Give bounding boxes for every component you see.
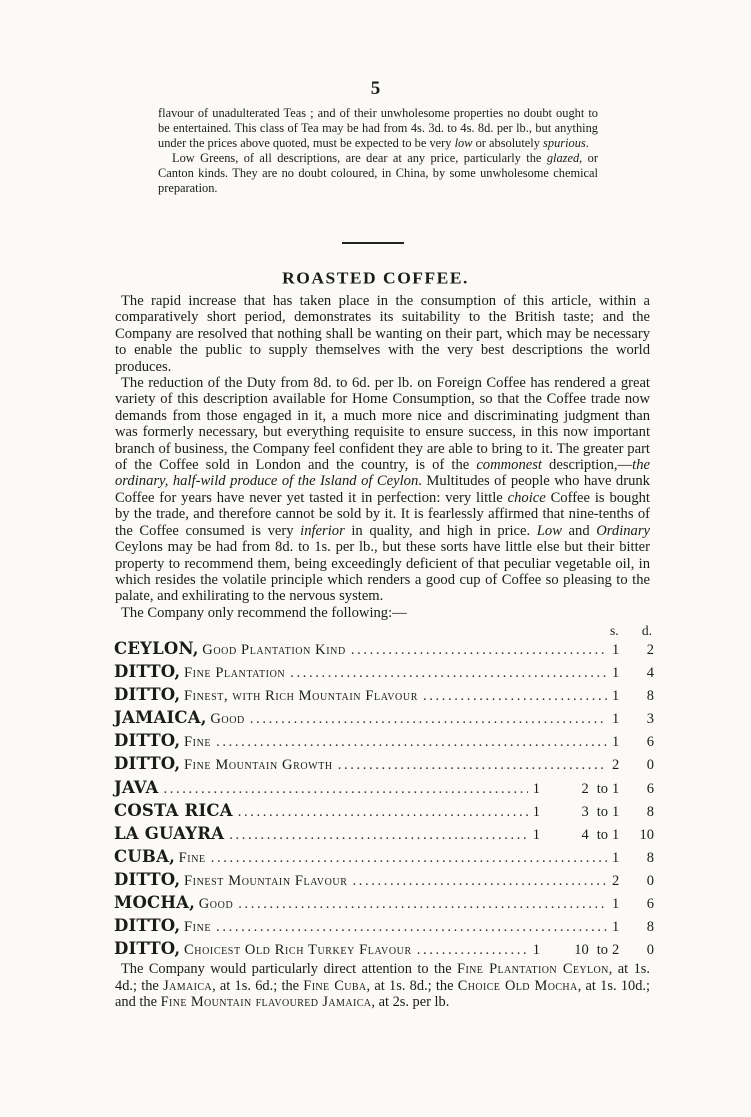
price-shillings: 1 [612, 849, 620, 866]
coffee-name: JAMAICA, [114, 708, 207, 728]
price-row [114, 939, 654, 962]
price-pence: 6 [646, 780, 654, 797]
price-shillings: 1 [612, 919, 620, 936]
price-shillings: 1 [612, 711, 620, 728]
price-row [114, 731, 654, 754]
section-divider [342, 242, 404, 244]
dot-leader [238, 896, 607, 913]
price-pence: 4 [646, 665, 654, 682]
page-number: 5 [370, 78, 381, 99]
body-paragraph: The reduction of the Duty from 8d. to 6d. per lb. on Foreign Coffee has rendered a great variety of this description available for Home Consumption, so that the Coffee trade now demands from those engaged in it, a much more nice and discriminating judgment than was formerly necessary, but everything requisite to ensure success, in this now important branch of business, the Company feel confident they are able to bring to it. The greater part of the Coffee sold in London and the country, is of the commonest description,—the ordinary, half-wild produce of the Island of Ceylon. Multitudes of people who have drunk Coffee for years have never yet tasted it in perfection: very little choice Coffee is bought by the trade, and therefore cannot be sold by it. It is fearlessly affirmed that nine-tenths of the Coffee consumed is very inferior in quality, and high in price. Low and Ordinary Ceylons may be had from 8d. to 1s. per lb., but these sorts have little else but their bitter property to recommend them, being exceedingly deficient of that peculiar vegetable oil, in which resides the volatile principle which renders a good cup of Coffee so pleasing to the palate, and exhilirating to the nervous system. [115, 375, 651, 605]
coffee-description: Fine [183, 919, 212, 936]
price-row [114, 916, 654, 939]
coffee-description: Choicest Old Rich Turkey Flavour [183, 942, 412, 959]
body-paragraph: The Company only recommend the following:— [121, 604, 407, 621]
dot-leader [250, 711, 607, 728]
shillings-header: s. [610, 623, 619, 638]
price-from [533, 804, 589, 821]
price-from [533, 942, 589, 959]
price-from [533, 827, 589, 844]
price-row [114, 662, 654, 685]
coffee-name: JAVA [114, 777, 159, 797]
price-row [114, 708, 654, 731]
coffee-name: DITTO, [114, 731, 181, 751]
dot-leader [417, 942, 528, 959]
price-pence: 0 [646, 872, 654, 889]
price-value [612, 942, 654, 959]
intro-text [158, 106, 598, 196]
coffee-description: Good [198, 896, 234, 913]
price-pence: 6 [646, 734, 654, 751]
coffee-name: DITTO, [114, 939, 181, 959]
price-shillings: 1 [612, 803, 620, 820]
coffee-name: DITTO, [114, 754, 181, 774]
coffee-name: COSTA RICA [114, 800, 233, 820]
price-from-shillings: 1 [532, 826, 540, 843]
section-heading: ROASTED COFFEE. [282, 268, 469, 288]
price-value [612, 734, 654, 751]
price-value [612, 757, 654, 774]
price-value [612, 919, 654, 936]
price-value [612, 688, 654, 705]
coffee-name: CEYLON, [114, 639, 199, 658]
coffee-description: Fine [178, 849, 206, 866]
price-shillings: 2 [612, 757, 620, 774]
dot-leader [338, 757, 607, 774]
price-range-to: to [596, 942, 608, 959]
coffee-description: Good [210, 711, 245, 728]
dot-leader [351, 642, 607, 659]
price-pence: 8 [646, 919, 654, 936]
body-text [115, 293, 650, 621]
price-from-pence: 4 [581, 826, 589, 843]
dot-leader [164, 781, 528, 798]
price-pence: 8 [646, 803, 654, 820]
coffee-name: MOCHA, [114, 893, 196, 913]
price-column-header [610, 623, 652, 639]
price-range-to: to [596, 826, 608, 843]
price-value [612, 804, 654, 821]
price-shillings: 1 [612, 665, 620, 682]
price-from [533, 781, 589, 798]
dot-leader [211, 850, 607, 867]
coffee-description: Fine Plantation [183, 665, 286, 682]
dot-leader [238, 804, 528, 821]
dot-leader [353, 873, 607, 890]
coffee-name: DITTO, [114, 685, 181, 705]
coffee-name: DITTO, [114, 662, 181, 682]
dot-leader [229, 827, 528, 844]
price-row [114, 893, 654, 916]
coffee-description: Good Plantation Kind [202, 642, 346, 658]
price-pence: 0 [646, 942, 654, 959]
coffee-description: Fine Mountain Growth [183, 757, 333, 774]
coffee-name: LA GUAYRA [114, 823, 225, 843]
price-value [612, 850, 654, 867]
price-pence: 2 [646, 642, 654, 658]
dot-leader [290, 665, 607, 682]
price-value [612, 665, 654, 682]
body-paragraph: The rapid increase that has taken place in the consumption of this article, within a comparatively short period, demonstrates its suitability to the British taste; and the Company are resolved that nothing shall be wanting on their part, which may be necessary to enable the public to supply themselves with the very best descriptions the world produces. [115, 293, 650, 375]
price-row [114, 754, 654, 777]
price-value [612, 711, 654, 728]
price-from-pence: 10 [574, 942, 589, 959]
price-range-to: to [596, 803, 608, 820]
price-row [114, 801, 654, 824]
coffee-name: CUBA, [114, 846, 176, 866]
dot-leader [216, 919, 607, 936]
price-shillings: 2 [612, 942, 620, 959]
price-from-shillings: 1 [532, 803, 540, 820]
intro-paragraph: Low Greens, of all descriptions, are dear at any price, particularly the glazed, or Canton kinds. They are no doubt coloured, in China, by some unwholesome chemical preparation. [158, 151, 598, 195]
closing-text [115, 961, 650, 1011]
price-value [612, 873, 654, 890]
price-from-shillings: 1 [532, 780, 540, 797]
price-from-pence: 2 [581, 780, 589, 797]
closing-paragraph: The Company would particularly direct attention to the Fine Plantation Ceylon, at 1s. 4d.; the Jamaica, at 1s. 6d.; the Fine Cuba, at 1s. 8d.; the Choice Old Mocha, at 1s. 10d.; and the Fine Mountain flavoured Jamaica, at 2s. per lb. [115, 961, 651, 1011]
dot-leader [423, 688, 607, 705]
price-row [114, 824, 654, 847]
dot-leader [216, 734, 607, 751]
price-pence: 3 [646, 711, 654, 728]
price-pence: 8 [646, 688, 654, 705]
pence-header: d. [641, 623, 652, 638]
price-shillings: 1 [612, 896, 620, 913]
price-shillings: 1 [612, 688, 620, 705]
intro-paragraph: flavour of unadulterated Teas ; and of their unwholesome properties no doubt ought to be entertained. This class of Tea may be had from 4s. 3d. to 4s. 8d. per lb., but anything under the prices above quoted, must be expected to be very low or absolutely spurious. [158, 106, 598, 150]
price-row [114, 847, 654, 870]
price-pence: 10 [639, 826, 654, 843]
price-from-shillings: 1 [532, 942, 540, 959]
price-value [612, 896, 654, 913]
price-value [612, 827, 654, 844]
coffee-description: Fine [183, 734, 212, 751]
coffee-name: DITTO, [114, 916, 181, 936]
price-row [114, 870, 654, 893]
price-row [114, 639, 654, 662]
price-list [114, 639, 654, 962]
price-row [114, 685, 654, 708]
price-shillings: 1 [612, 780, 620, 797]
price-pence: 8 [646, 849, 654, 866]
price-value [612, 642, 654, 659]
coffee-description: Finest Mountain Flavour [183, 872, 348, 889]
price-from-pence: 3 [581, 803, 589, 820]
price-shillings: 1 [612, 642, 620, 658]
price-pence: 0 [646, 757, 654, 774]
price-shillings: 2 [612, 872, 620, 889]
price-row [114, 778, 654, 801]
coffee-description: Finest, with Rich Mountain Flavour [183, 688, 418, 705]
coffee-name: DITTO, [114, 869, 181, 889]
price-shillings: 1 [612, 826, 620, 843]
price-shillings: 1 [612, 734, 620, 751]
price-range-to: to [596, 780, 608, 797]
price-pence: 6 [646, 896, 654, 913]
price-value [612, 781, 654, 798]
